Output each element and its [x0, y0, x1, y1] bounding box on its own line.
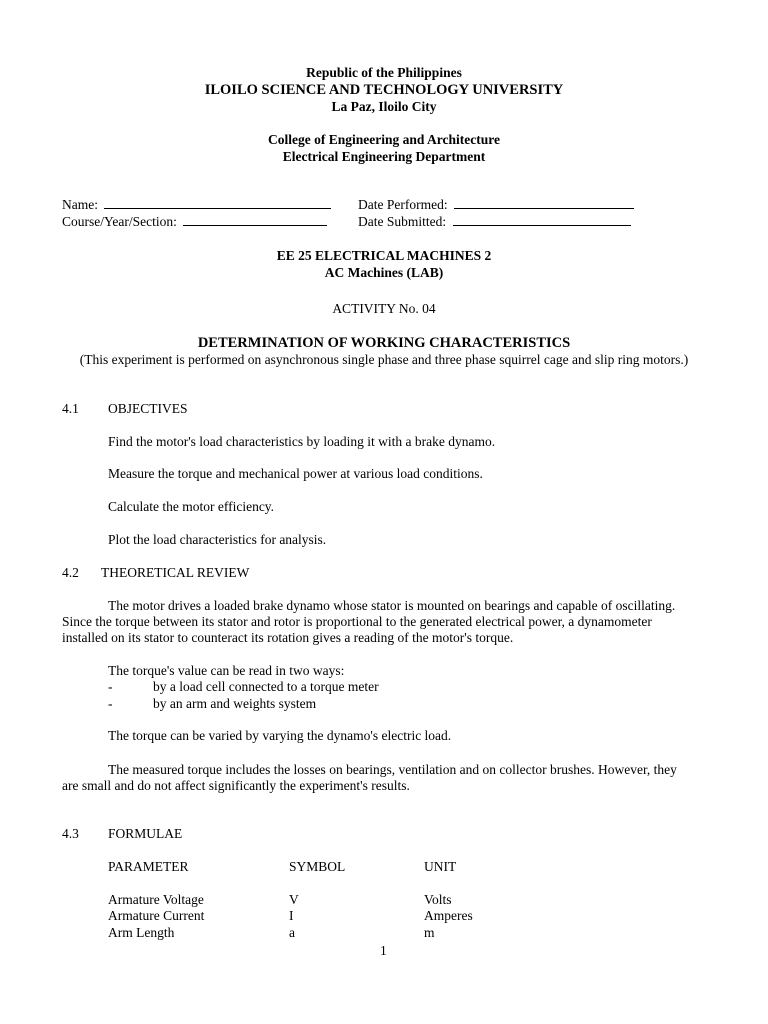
- review-paragraph-2: The torque's value can be read in two ways:: [108, 663, 345, 678]
- page-number: 1: [380, 943, 387, 958]
- name-blank-line[interactable]: [104, 197, 331, 209]
- review-paragraph-4-line-2: are small and do not affect significantly the experiment's results.: [62, 778, 410, 793]
- table-cell-unit: m: [424, 925, 435, 940]
- objective-item: Measure the torque and mechanical power at various load conditions.: [108, 466, 483, 481]
- table-cell-unit: Amperes: [424, 908, 473, 923]
- course-blank-line[interactable]: [183, 214, 327, 226]
- objectives-number: 4.1: [62, 401, 79, 416]
- table-cell-parameter: Armature Current: [108, 908, 205, 923]
- date-performed-label: Date Performed:: [358, 197, 448, 212]
- course-subtitle: AC Machines (LAB): [324, 265, 444, 280]
- review-paragraph-3: The torque can be varied by varying the dynamo's electric load.: [108, 728, 452, 743]
- header-university-name: ILOILO SCIENCE AND TECHNOLOGY UNIVERSITY: [204, 82, 564, 98]
- activity-note: (This experiment is performed on asynchronous single phase and three phase squirrel cage and slip ring motors.): [79, 352, 689, 367]
- formulae-heading: FORMULAE: [108, 826, 183, 841]
- header-college: College of Engineering and Architecture: [268, 132, 500, 147]
- column-header-unit: UNIT: [424, 859, 457, 874]
- activity-number: ACTIVITY No. 04: [332, 301, 436, 316]
- header-location: La Paz, Iloilo City: [331, 99, 437, 114]
- table-cell-symbol: a: [289, 925, 295, 940]
- date-performed-field: [358, 197, 634, 213]
- review-paragraph-1-line-3: installed on its stator to counteract its rotation gives a reading of the motor's torque.: [62, 630, 514, 645]
- date-submitted-label: Date Submitted:: [358, 214, 447, 229]
- review-heading: THEORETICAL REVIEW: [101, 565, 250, 580]
- objectives-heading: OBJECTIVES: [108, 401, 188, 416]
- table-cell-parameter: Arm Length: [108, 925, 175, 940]
- name-field: [62, 197, 331, 213]
- objective-item: Plot the load characteristics for analysis.: [108, 532, 327, 547]
- bullet-item: by an arm and weights system: [153, 696, 317, 711]
- column-header-parameter: PARAMETER: [108, 859, 189, 874]
- review-number: 4.2: [62, 565, 79, 580]
- name-label: Name:: [62, 197, 98, 212]
- column-header-symbol: SYMBOL: [289, 859, 346, 874]
- table-cell-unit: Volts: [424, 892, 452, 907]
- table-cell-symbol: V: [289, 892, 299, 907]
- table-cell-symbol: I: [289, 908, 294, 923]
- bullet-item: by a load cell connected to a torque meter: [153, 679, 379, 694]
- objective-item: Calculate the motor efficiency.: [108, 499, 275, 514]
- date-submitted-field: [358, 214, 631, 230]
- review-paragraph-4-line-1: The measured torque includes the losses on bearings, ventilation and on collector brushes. However, they: [108, 762, 677, 777]
- review-paragraph-1-line-2: Since the torque between its stator and rotor is proportional to the generated electrical power, a dynamometer: [62, 614, 652, 629]
- formulae-number: 4.3: [62, 826, 79, 841]
- activity-title: DETERMINATION OF WORKING CHARACTERISTICS: [197, 335, 571, 351]
- header-line-republic: Republic of the Philippines: [306, 65, 462, 80]
- objective-item: Find the motor's load characteristics by loading it with a brake dynamo.: [108, 434, 496, 449]
- course-field: [62, 214, 327, 230]
- course-label: Course/Year/Section:: [62, 214, 177, 229]
- header-department: Electrical Engineering Department: [282, 149, 486, 164]
- date-performed-blank-line[interactable]: [454, 197, 634, 209]
- course-code: EE 25 ELECTRICAL MACHINES 2: [276, 248, 492, 263]
- bullet-mark: -: [108, 679, 113, 694]
- date-submitted-blank-line[interactable]: [453, 214, 631, 226]
- bullet-mark: -: [108, 696, 113, 711]
- table-cell-parameter: Armature Voltage: [108, 892, 204, 907]
- review-paragraph-1-line-1: The motor drives a loaded brake dynamo whose stator is mounted on bearings and capable of oscillating.: [108, 598, 676, 613]
